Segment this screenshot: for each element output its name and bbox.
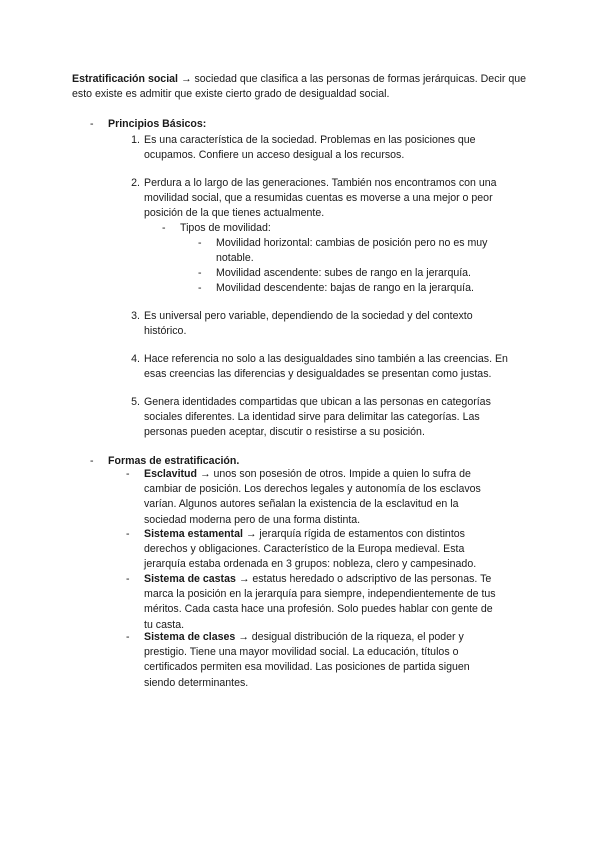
movilidad-title: Tipos de movilidad: bbox=[180, 222, 271, 234]
arrow-icon: → bbox=[238, 631, 249, 643]
forma-text bbox=[144, 630, 496, 691]
item-text: Genera identidades compartidas que ubican a las personas en categorías sociales diferentes. La identidad sirve para delimitar las categorías. Las personas pueden aceptar, discutir o resistirse a su posición. bbox=[144, 396, 491, 439]
list-dash: - bbox=[198, 267, 202, 279]
item-number: 5. bbox=[131, 396, 140, 408]
list-dash: - bbox=[198, 282, 202, 294]
item-text: Perdura a lo largo de las generaciones. También nos encontramos con una movilidad social, que a resumidas cuentas es moverse a una mejor o peor posición de la que tienes actualmente. bbox=[144, 177, 497, 220]
item-text: Es universal pero variable, dependiendo de la sociedad y del contexto histórico. bbox=[144, 310, 473, 338]
forma-term: Esclavitud bbox=[144, 468, 197, 480]
list-dash: - bbox=[126, 468, 130, 480]
arrow-icon: → bbox=[199, 468, 211, 480]
item-number: 1. bbox=[131, 134, 140, 146]
forma-term: Sistema de castas bbox=[144, 573, 236, 585]
item-number: 2. bbox=[131, 177, 140, 189]
intro-text: sociedad que clasifica a las personas de formas jerárquicas. Decir que esto existe es admitir que existe cierto grado de desigualdad social. bbox=[72, 73, 526, 101]
forma-description: unos son posesión de otros. Impide a quien lo sufra de cambiar de posición. Los derechos legales y autonomía de los esclavos varían. Algunos autores señalan la existencia de la esclavitud en la sociedad moderna pero de una forma distinta. bbox=[144, 468, 481, 526]
forma-text bbox=[144, 527, 496, 573]
item-number: 4. bbox=[131, 353, 140, 365]
list-dash: - bbox=[90, 118, 94, 130]
section-title-formas: Formas de estratificación. bbox=[108, 455, 240, 467]
list-dash: - bbox=[162, 222, 166, 234]
forma-term: Sistema de clases bbox=[144, 631, 236, 643]
section-principios bbox=[90, 117, 530, 133]
item-text: Hace referencia no solo a las desigualdades sino también a las creencias. En esas creencias las diferencias y desigualdades se presentan como justas. bbox=[144, 353, 508, 381]
list-dash: - bbox=[126, 528, 130, 540]
arrow-icon: → bbox=[238, 573, 250, 585]
forma-description: jerarquía rígida de estamentos con distintos derechos y obligaciones. Característico de la Europa medieval. Esta jerarquía estaba ordenada en 3 grupos: nobleza, clero y campesinado. bbox=[144, 528, 477, 571]
movilidad-text: Movilidad ascendente: subes de rango en la jerarquía. bbox=[216, 267, 472, 279]
item-text: Es una característica de la sociedad. Problemas en las posiciones que ocupamos. Confiere un acceso desigual a los recursos. bbox=[144, 134, 476, 162]
arrow-icon: → bbox=[245, 528, 257, 540]
movilidad-text: Movilidad horizontal: cambias de posición pero no es muy notable. bbox=[216, 237, 488, 265]
section-title-principios: Principios Básicos: bbox=[108, 118, 207, 130]
intro-term: Estratificación social bbox=[72, 73, 178, 85]
list-dash: - bbox=[90, 455, 94, 467]
movilidad-text: Movilidad descendente: bajas de rango en la jerarquía. bbox=[216, 282, 474, 294]
intro-paragraph bbox=[72, 72, 532, 102]
forma-text bbox=[144, 467, 496, 528]
forma-text bbox=[144, 572, 496, 633]
forma-term: Sistema estamental bbox=[144, 528, 243, 540]
list-dash: - bbox=[198, 237, 202, 249]
item-number: 3. bbox=[131, 310, 140, 322]
forma-description: desigual distribución de la riqueza, el poder y prestigio. Tiene una mayor movilidad social. La educación, títulos o certificados permiten esa movilidad. Las posiciones de partida siguen siendo determinantes. bbox=[144, 631, 470, 689]
list-dash: - bbox=[126, 573, 130, 585]
arrow-icon: → bbox=[180, 73, 192, 85]
list-dash: - bbox=[126, 631, 130, 643]
forma-description: estatus heredado o adscriptivo de las personas. Te marca la posición en la jerarquía para siempre, independientemente de tus méritos. Cada casta hace una profesión. Solo puedes hablar con gente de tu casta. bbox=[144, 573, 496, 631]
